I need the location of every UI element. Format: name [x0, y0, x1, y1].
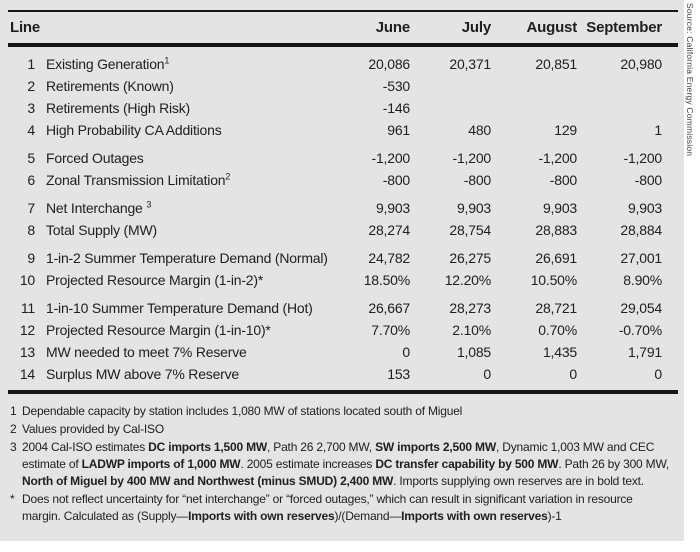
row-description: Retirements (High Risk): [46, 100, 190, 116]
row-description: High Probability CA Additions: [46, 122, 222, 138]
value-september: 29,054: [620, 300, 662, 316]
footnote-text: Values provided by Cal-ISO: [22, 422, 164, 436]
value-august: -800: [549, 172, 577, 188]
row-description: Projected Resource Margin (1-in-2)*: [46, 272, 264, 288]
value-september: 27,001: [620, 250, 662, 266]
value-august: -1,200: [538, 150, 577, 166]
line-number: 1: [27, 56, 35, 72]
line-number: 14: [19, 366, 35, 382]
value-september: 8.90%: [623, 272, 662, 288]
value-july: 2.10%: [452, 322, 491, 338]
value-july: 1,085: [456, 344, 491, 360]
value-august: 0.70%: [538, 322, 577, 338]
row-description: 1-in-2 Summer Temperature Demand (Normal): [46, 250, 328, 266]
table-row: [0, 169, 684, 191]
footnote-marker: 3: [10, 440, 17, 454]
footnote: [10, 439, 672, 490]
table-body: [0, 47, 684, 390]
footnote-text: Does not reflect uncertainty for “net interchange” or “forced outages,” which can result in significant variation in resource margin. Calculated as (Supply—Imports with own reserves)/(Demand—Imports with own reserves)-1: [22, 492, 633, 523]
line-number: 2: [27, 78, 35, 94]
line-number: 4: [27, 122, 35, 138]
table-row: [0, 75, 684, 97]
value-june: 18.50%: [363, 272, 410, 288]
footnotes-section: [0, 394, 684, 525]
value-july: 12.20%: [444, 272, 491, 288]
row-description: Retirements (Known): [46, 78, 174, 94]
table-row: [0, 53, 684, 75]
value-august: 0: [569, 366, 577, 382]
table-header-row: [0, 12, 684, 43]
table-row: [0, 219, 684, 241]
value-june: 961: [387, 122, 410, 138]
value-june: 0: [402, 344, 410, 360]
table-row: [0, 97, 684, 119]
footnote-marker: 2: [10, 422, 17, 436]
value-june: 153: [387, 366, 410, 382]
line-number: 11: [20, 300, 35, 316]
footnote: [10, 421, 672, 438]
value-june: 20,086: [368, 56, 410, 72]
value-august: 1,435: [542, 344, 577, 360]
footnote: [10, 491, 672, 525]
value-september: 20,980: [620, 56, 662, 72]
line-number: 10: [19, 272, 35, 288]
footnote-marker: 1: [10, 404, 17, 418]
table-row: [0, 269, 684, 291]
value-august: 9,903: [542, 200, 577, 216]
line-number: 13: [19, 344, 35, 360]
value-june: -800: [382, 172, 410, 188]
value-august: 10.50%: [530, 272, 577, 288]
value-august: 28,721: [535, 300, 577, 316]
row-description: MW needed to meet 7% Reserve: [46, 344, 247, 360]
value-july: -800: [463, 172, 491, 188]
row-description: Total Supply (MW): [46, 222, 157, 238]
line-number: 9: [27, 250, 35, 266]
value-september: -800: [634, 172, 662, 188]
value-september: -1,200: [623, 150, 662, 166]
source-attribution: Source: California Energy Commission: [685, 3, 695, 157]
row-description: Existing Generation$^1$: [46, 55, 170, 72]
value-september: 1,791: [627, 344, 662, 360]
value-september: 9,903: [627, 200, 662, 216]
value-june: 7.70%: [371, 322, 410, 338]
row-description: Zonal Transmission Limitation$^2$: [46, 171, 231, 188]
row-description: Net Interchange $^3$: [46, 199, 152, 216]
footnote-text: Dependable capacity by station includes 1,080 MW of stations located south of Miguel: [22, 404, 463, 418]
column-header-august: August: [526, 19, 577, 36]
value-september: 28,884: [620, 222, 662, 238]
value-june: -1,200: [371, 150, 410, 166]
table-row: [0, 319, 684, 341]
value-august: 129: [554, 122, 577, 138]
value-july: 28,273: [449, 300, 491, 316]
value-july: 28,754: [449, 222, 491, 238]
value-june: -146: [382, 100, 410, 116]
value-july: 26,275: [449, 250, 491, 266]
value-june: 24,782: [368, 250, 410, 266]
value-july: 9,903: [456, 200, 491, 216]
table-row: [0, 363, 684, 385]
value-july: -1,200: [452, 150, 491, 166]
value-july: 0: [483, 366, 491, 382]
table-row: [0, 247, 684, 269]
table-row: [0, 147, 684, 169]
table-row: [0, 197, 684, 219]
column-header-september: September: [586, 19, 662, 36]
line-number: 5: [27, 150, 35, 166]
value-july: 480: [468, 122, 491, 138]
column-header-july: July: [461, 19, 491, 36]
value-june: 9,903: [375, 200, 410, 216]
row-description: Surplus MW above 7% Reserve: [46, 366, 240, 382]
value-june: 28,274: [368, 222, 410, 238]
line-number: 8: [27, 222, 35, 238]
value-august: 28,883: [535, 222, 577, 238]
value-september: -0.70%: [618, 322, 662, 338]
line-number: 6: [27, 172, 35, 188]
line-number: 12: [19, 322, 35, 338]
value-september: 1: [654, 122, 662, 138]
table-row: [0, 119, 684, 141]
value-september: 0: [654, 366, 662, 382]
table-row: [0, 297, 684, 319]
footnote: [10, 403, 672, 420]
footnote-marker: *: [10, 492, 15, 506]
value-june: 26,667: [368, 300, 410, 316]
value-august: 26,691: [535, 250, 577, 266]
row-description: Forced Outages: [46, 150, 144, 166]
footnote-text: 2004 Cal-ISO estimates DC imports 1,500 MW, Path 26 2,700 MW, SW imports 2,500 MW, Dynamic 1,003 MW and CEC estimate of LADWP imports of 1,000 MW. 2005 estimate increases DC transfer capability by 500 MW. Path 26 by 300 MW, North of Miguel by 400 MW and Northwest (minus SMUD) 2,400 MW. Imports supplying own reserves are in bold text.: [22, 440, 670, 488]
row-description: Projected Resource Margin (1-in-10)*: [46, 322, 271, 338]
line-number: 3: [27, 100, 35, 116]
line-number: 7: [27, 200, 35, 216]
row-description: 1-in-10 Summer Temperature Demand (Hot): [46, 300, 313, 316]
table-row: [0, 341, 684, 363]
column-header-june: June: [375, 19, 410, 36]
column-header-line: Line: [10, 19, 41, 36]
value-june: -530: [382, 78, 410, 94]
value-august: 20,851: [535, 56, 577, 72]
value-july: 20,371: [449, 56, 491, 72]
